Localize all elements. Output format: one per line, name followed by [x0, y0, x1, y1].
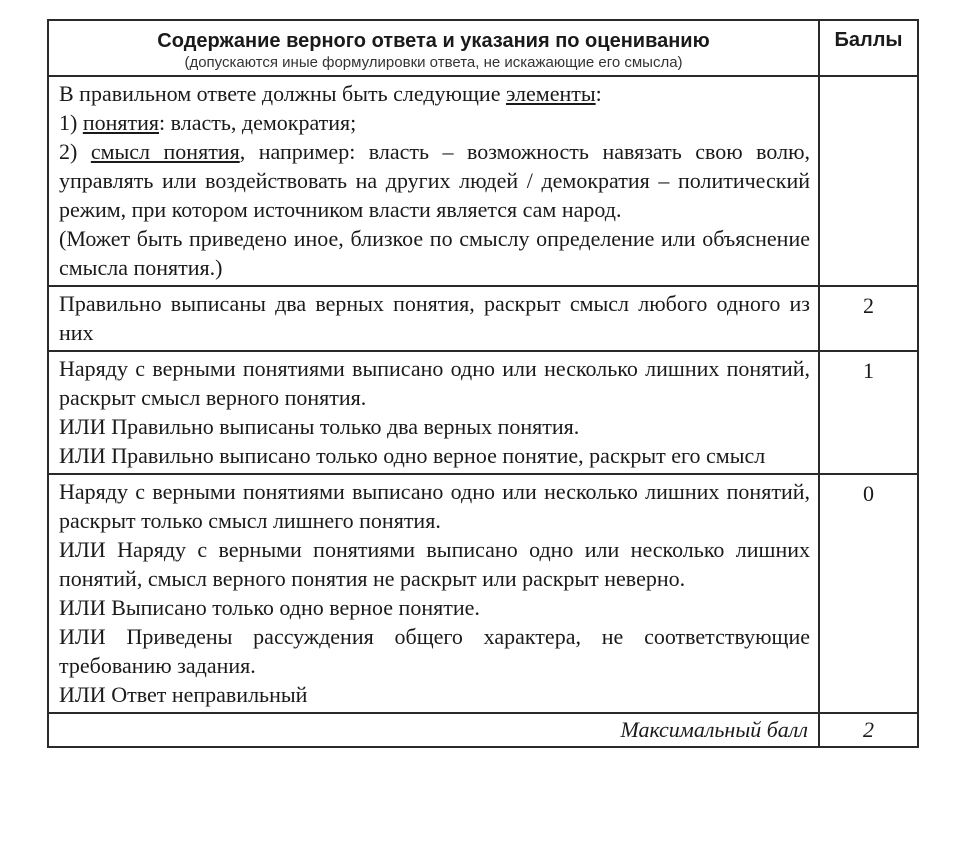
criterion-line: ИЛИ Выписано только одно верное понятие.: [59, 595, 480, 620]
criterion-line: ИЛИ Правильно выписаны только два верных понятия.: [59, 414, 580, 439]
max-score-value: 2: [819, 713, 918, 747]
answer-row: [48, 76, 918, 286]
header-points: Баллы: [819, 20, 918, 76]
criterion-text-2: [48, 286, 819, 351]
criterion-line: Наряду с верными понятиями выписано одно или несколько лишних понятий, раскрыт смысл верного понятия.: [59, 356, 810, 410]
header-row: [48, 20, 918, 76]
answer-item-2: 2) смысл понятия, например: власть – возможность навязать свою волю, управлять или воздействовать на других людей / демократия – политический режим, при котором источником власти является сам народ.: [59, 139, 811, 222]
header-content-cell: [48, 20, 819, 76]
criterion-points-2: 2: [819, 286, 918, 351]
grading-table: [47, 19, 919, 748]
criterion-line: ИЛИ Ответ неправильный: [59, 682, 308, 707]
answer-points-cell: [819, 76, 918, 286]
answer-content-cell: [48, 76, 819, 286]
criterion-line: Наряду с верными понятиями выписано одно или несколько лишних понятий, раскрыт только смысл лишнего понятия.: [59, 479, 810, 533]
header-subtitle: (допускаются иные формулировки ответа, не искажающие его смысла): [184, 54, 683, 71]
max-score-row: [48, 713, 918, 747]
criterion-line: Правильно выписаны два верных понятия, раскрыт смысл любого одного из них: [59, 291, 810, 345]
criterion-line: ИЛИ Приведены рассуждения общего характера, не соответствующие требованию задания.: [59, 624, 810, 678]
criterion-row-1: [48, 351, 918, 474]
criterion-line: ИЛИ Правильно выписано только одно верное понятие, раскрыт его смысл: [59, 443, 766, 468]
criterion-row-0: [48, 474, 918, 713]
underlined-meaning: смысл понятия: [90, 139, 240, 164]
underlined-elements: элементы: [505, 81, 596, 106]
answer-note: (Может быть приведено иное, близкое по смыслу определение или объяснение смысла понятия.): [59, 226, 810, 280]
answer-intro: В правильном ответе должны быть следующие элементы:: [59, 81, 602, 106]
criterion-line: ИЛИ Наряду с верными понятиями выписано одно или несколько лишних понятий, смысл верного понятия не раскрыт или раскрыт неверно.: [59, 537, 810, 591]
criterion-points-1: 1: [819, 351, 918, 474]
criterion-row-2: [48, 286, 918, 351]
criterion-points-0: 0: [819, 474, 918, 713]
answer-item-1: 1) понятия: власть, демократия;: [59, 110, 357, 135]
max-score-label: Максимальный балл: [48, 713, 819, 747]
underlined-concepts: понятия: [82, 110, 160, 135]
criterion-text-1: [48, 351, 819, 474]
header-title: Содержание верного ответа и указания по оцениванию: [157, 30, 710, 52]
criterion-text-0: [48, 474, 819, 713]
